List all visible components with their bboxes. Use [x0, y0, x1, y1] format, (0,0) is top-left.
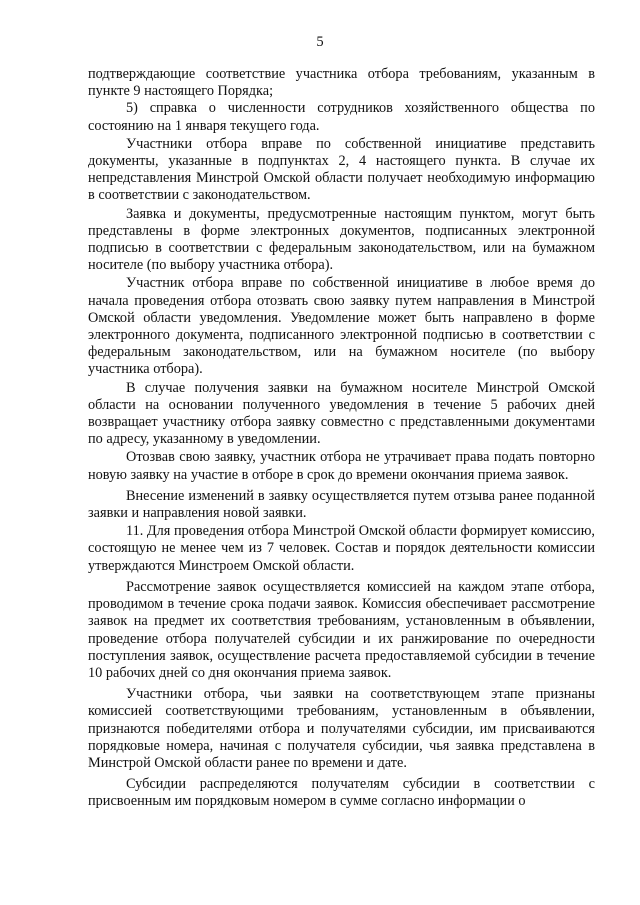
- paragraph-own-initiative: Участники отбора вправе по собственной инициативе представить документы, указанные в подпунктах 2, 4 настоящего пункта. В случае их непредставления Минстрой Омской области получает необходимую информацию в соответствии с законодательством.: [88, 135, 595, 204]
- paragraph-electronic-form: Заявка и документы, предусмотренные настоящим пунктом, могут быть представлены в форме электронных документов, подписанных электронной подписью в соответствии с федеральным законодательством, или на бумажном носителе (по выбору участника отбора).: [88, 205, 595, 274]
- paragraph-review: Рассмотрение заявок осуществляется комиссией на каждом этапе отбора, проводимом в течение срока подачи заявок. Комиссия обеспечивает рассмотрение заявок на предмет их соответствия требованиям, установленным в объявлении, проведение отбора получателей субсидии и их ранжирование по очередности поступления заявок, осуществление расчета предоставляемой субсидии в течение 10 рабочих дней со дня окончания приема заявок.: [88, 578, 595, 681]
- paragraph-withdrawal: Участник отбора вправе по собственной инициативе в любое время до начала проведения отбора отозвать свою заявку путем направления в Минстрой Омской области уведомления. Уведомление может быть направлено в форме электронного документа, подписанного электронной подписью в соответствии с федеральным законодательством, или на бумажном носителе (по выбору участника отбора).: [88, 275, 595, 378]
- paragraph-item-5: 5) справка о численности сотрудников хозяйственного общества по состоянию на 1 января текущего года.: [88, 100, 595, 134]
- paragraph-continuation: подтверждающие соответствие участника отбора требованиям, указанным в пункте 9 настоящего Порядка;: [88, 66, 595, 100]
- paragraph-item-11: 11. Для проведения отбора Минстрой Омской области формирует комиссию, состоящую не менее чем из 7 человек. Состав и порядок деятельности комиссии утверждаются Минстроем Омской области.: [88, 523, 595, 574]
- paragraph-distribution: Субсидии распределяются получателям субсидии в соответствии с присвоенным им порядковым номером в сумме согласно информации о: [88, 776, 595, 810]
- paragraph-resubmission: Отозвав свою заявку, участник отбора не утрачивает права подать повторно новую заявку на участие в отборе в срок до времени окончания приема заявок.: [88, 449, 595, 483]
- paragraph-paper-return: В случае получения заявки на бумажном носителе Минстрой Омской области на основании полученного уведомления в течение 5 рабочих дней возвращает участнику отбора заявку совместно с представленными документами по адресу, указанному в уведомлении.: [88, 379, 595, 448]
- paragraph-changes: Внесение изменений в заявку осуществляется путем отзыва ранее поданной заявки и направления новой заявки.: [88, 487, 595, 522]
- document-body: [88, 66, 595, 811]
- page-number: 5: [316, 34, 324, 50]
- paragraph-winners: Участники отбора, чьи заявки на соответствующем этапе признаны комиссией соответствующими требованиям, установленным в объявлении, признаются победителями отбора и получателями субсидии, им присваиваются порядковые номера, начиная с получателя субсидии, чья заявка представлена в Минстрой Омской области ранее по времени и дате.: [88, 686, 595, 771]
